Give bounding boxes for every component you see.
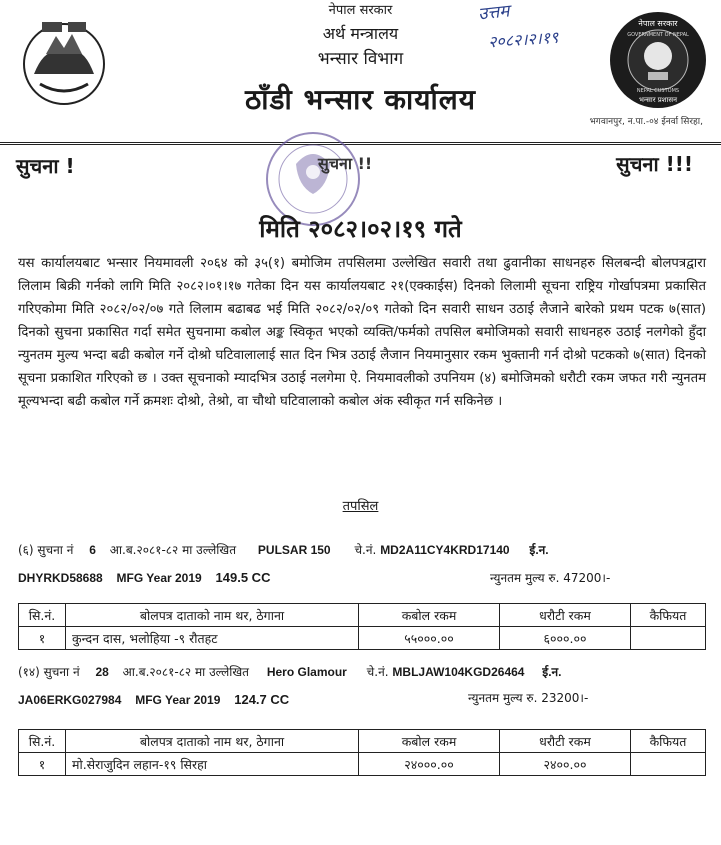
cell-remarks [631, 627, 706, 650]
vehicle-mfg: MFG Year 2019 [116, 571, 202, 585]
vehicle-min-price: न्युनतम मुल्य रु. 47200।- [490, 571, 611, 585]
table-header-row [19, 604, 706, 627]
vehicle-engine: DHYRKD58688 [18, 571, 103, 585]
col-remarks: कैफियत [631, 730, 706, 753]
cell-deposit: ६०००.०० [500, 627, 631, 650]
bid-table-2 [18, 729, 706, 776]
vehicle-notice-no: 28 [95, 665, 109, 679]
vehicle-2-line-2 [18, 692, 289, 707]
vehicle-fy-label: आ.ब.२०८१-८२ मा उल्लेखित [109, 543, 237, 557]
notice-heading-right: सुचना !!! [616, 152, 693, 176]
table-row [19, 753, 706, 776]
office-address: भगवानपुर, न.पा.-०४ ईनर्वा सिरहा, [589, 117, 703, 127]
table-row [19, 627, 706, 650]
seal-ring-text: GOVERNMENT OF NEPAL [627, 32, 689, 38]
vehicle-cc: 124.7 CC [234, 692, 290, 707]
col-deposit: धरौटी रकम [500, 730, 631, 753]
handwritten-date: २०८२।२।१९ [487, 27, 559, 52]
cell-name: कुन्दन दास, भलोहिया -९ रौतहट [66, 627, 359, 650]
notice-heading-left: सुचना ! [16, 154, 75, 178]
col-name: बोलपत्र दाताको नाम थर, ठेगाना [66, 730, 359, 753]
notice-heading-middle: सुचना !! [318, 154, 373, 173]
schedule-heading: तपसिल [342, 499, 379, 514]
vehicle-chassis: MBLJAW104KGD26464 [392, 665, 525, 679]
cell-remarks [631, 753, 706, 776]
vehicle-chassis-label: चे.नं. [366, 665, 389, 679]
vehicle-1-line-1 [18, 541, 706, 558]
col-name: बोलपत्र दाताको नाम थर, ठेगाना [66, 604, 359, 627]
vehicle-2-line-1 [18, 663, 706, 680]
seal-top-text: नेपाल सरकार [638, 19, 678, 28]
cell-sn: १ [19, 753, 66, 776]
vehicle-model: Hero Glamour [266, 665, 347, 679]
office-title: ठाँडी भन्सार कार्यालय [244, 83, 477, 116]
vehicle-notice-no: 6 [89, 543, 96, 557]
seal-bottom-text-np: भन्सार प्रशासन [639, 96, 677, 104]
cell-name: मो.सेराजुदिन लहान-१९ सिरहा [66, 753, 359, 776]
col-bid: कबोल रकम [359, 730, 500, 753]
vehicle-fy-label: आ.ब.२०८१-८२ मा उल्लेखित [122, 665, 249, 679]
table-header-row [19, 730, 706, 753]
seal-bottom-text: NEPAL CUSTOMS [636, 88, 680, 94]
vehicle-engine: JA06ERKG027984 [18, 693, 122, 707]
notice-date: मिति २०८२।०२।१९ गते [259, 215, 462, 243]
cell-deposit: २४००.०० [500, 753, 631, 776]
cell-bid: २४०००.०० [359, 753, 500, 776]
col-remarks: कैफियत [631, 604, 706, 627]
vehicle-index-label: (६) सुचना नं [18, 543, 74, 557]
vehicle-engine-label: ई.न. [542, 665, 562, 679]
vehicle-cc: 149.5 CC [215, 570, 271, 585]
header-department: भन्सार विभाग [317, 49, 404, 69]
header-government: नेपाल सरकार [328, 3, 393, 18]
vehicle-chassis: MD2A11CY4KRD17140 [380, 543, 510, 557]
vehicle-min-price: न्युनतम मुल्य रु. 23200।- [468, 691, 589, 705]
vehicle-model: PULSAR 150 [257, 543, 331, 557]
col-deposit: धरौटी रकम [500, 604, 631, 627]
vehicle-chassis-label: चे.नं. [354, 543, 377, 557]
vehicle-1-line-2 [18, 570, 270, 585]
header-ministry: अर्थ मन्त्रालय [322, 24, 399, 43]
customs-seal-icon [608, 10, 708, 110]
notice-body: यस कार्यालयबाट भन्सार नियमावली २०६४ को ३५(१) बमोजिम तपसिलमा उल्लेखित सवारी तथा ढुवानीका साधनहरु सिलबन्दी बोलपत्रद्वारा लिलाम बिक्री गर्नको लागि मिति २०८२।०१।१७ गतेका दिन यस कार्यालयबाट २१(एक्काईस) दिनको लिलामी सूचना राष्ट्रिय गोर्खापत्रमा प्रकासित गरिएकोमा मिति २०८२/०२/०७ गते लिलाम बढाबढ भई मिति २०८२/०२/०९ गतेको दिन सवारी साधन उठाई लैजाने बारेको प्रथम पटक ७(सात) दिनको सुचना प्रकासित गर्दा समेत सुचनामा कबोल अङ्क स्विकृत भएको व्यक्ति/फर्मको तपसिल बमोजिमको सवारी साधनहरु उठाई नलगेको हुँदा न्युनतम मुल्य भन्दा बढी कबोल गर्ने दोश्रो घटिवालालाई सात दिन भित्र उठाई लैजान नियमानुसार रकम भुक्तानी गर्न दोश्रो पटकको ७(सात) दिनको सूचना प्रकाशित गरिएको छ । उक्त सूचनाको म्यादभित्र उठाई नलगेमा ऐ. नियमावलीको उपनियम (४) बमोजिमको धरौटी रकम जफत गरी न्युनतम मूल्यभन्दा बढी कबोल गर्ने क्रमशः दोश्रो, तेश्रो, वा चौथो घटिवालाको कबोल अंक स्वीकृत गर्न सकिनेछ । [18, 256, 706, 409]
cell-sn: १ [19, 627, 66, 650]
col-sn: सि.नं. [19, 730, 66, 753]
vehicle-index-label: (१४) सुचना नं [18, 665, 80, 679]
cell-bid: ५५०००.०० [359, 627, 500, 650]
col-bid: कबोल रकम [359, 604, 500, 627]
vehicle-engine-label: ई.न. [529, 543, 549, 557]
bid-table-1 [18, 603, 706, 650]
col-sn: सि.नं. [19, 604, 66, 627]
vehicle-mfg: MFG Year 2019 [135, 693, 221, 707]
handwritten-signature: उत्तम [477, 1, 511, 25]
